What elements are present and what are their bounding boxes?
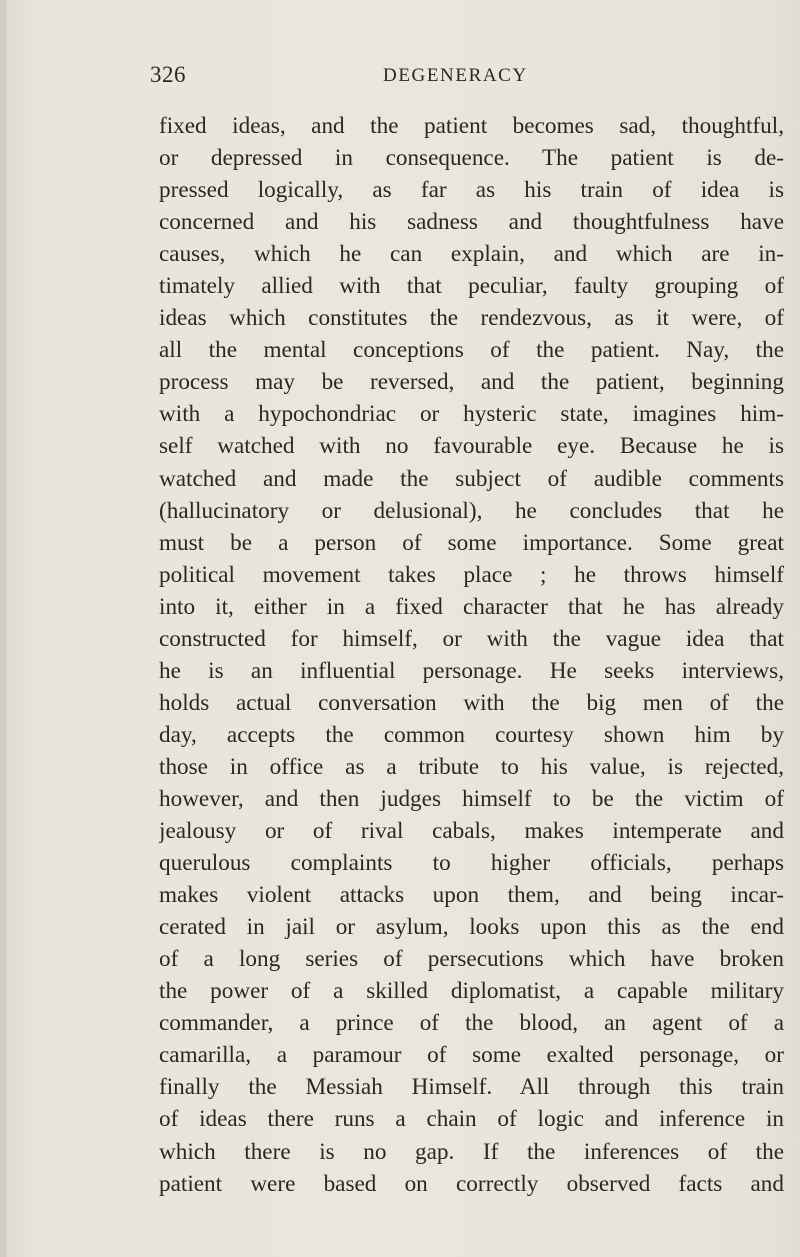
text-line: camarilla, a paramour of some exalted personage, or [159, 1042, 784, 1069]
text-line: the power of a skilled diplomatist, a capable military [159, 978, 784, 1005]
text-line: finally the Messiah Himself. All through this train [159, 1074, 784, 1101]
text-line: of ideas there runs a chain of logic and inference in [159, 1106, 784, 1133]
body-text [159, 110, 784, 1200]
text-line: must be a person of some importance. Some great [159, 529, 784, 556]
text-line: cerated in jail or asylum, looks upon this as the end [159, 914, 784, 941]
text-line: patient were based on correctly observed facts and [159, 1170, 784, 1197]
text-line: constructed for himself, or with the vague idea that [159, 625, 784, 652]
text-line: day, accepts the common courtesy shown him by [159, 721, 784, 748]
text-line: fixed ideas, and the patient becomes sad, thoughtful, [159, 113, 784, 139]
text-line: self watched with no favourable eye. Because he is [159, 433, 784, 460]
page-gutter-shadow [0, 0, 6, 1257]
page-number: 326 [150, 62, 186, 87]
text-line: timately allied with that peculiar, faulty grouping of [159, 273, 784, 300]
text-line: ideas which constitutes the rendezvous, as it were, of [159, 305, 784, 332]
text-line: all the mental conceptions of the patient. Nay, the [159, 337, 784, 364]
text-line: concerned and his sadness and thoughtfulness have [159, 209, 784, 236]
text-line: jealousy or of rival cabals, makes intemperate and [159, 818, 784, 845]
text-line: causes, which he can explain, and which are in- [159, 241, 784, 268]
text-line: commander, a prince of the blood, an agent of a [159, 1010, 784, 1037]
text-line: political movement takes place ; he throws himself [159, 561, 784, 588]
text-line: which there is no gap. If the inferences of the [159, 1138, 784, 1165]
text-line: pressed logically, as far as his train of idea is [159, 177, 784, 204]
page-header [0, 62, 800, 98]
text-line: he is an influential personage. He seeks interviews, [159, 657, 784, 684]
text-line: however, and then judges himself to be the victim of [159, 785, 784, 812]
text-line: holds actual conversation with the big men of the [159, 689, 784, 716]
text-line: with a hypochondriac or hysteric state, imagines him- [159, 401, 784, 428]
text-line: or depressed in consequence. The patient is de- [159, 145, 784, 172]
text-line: querulous complaints to higher officials, perhaps [159, 850, 784, 877]
text-line: into it, either in a fixed character that he has already [159, 593, 784, 620]
text-line: (hallucinatory or delusional), he concludes that he [159, 497, 784, 524]
text-line: of a long series of persecutions which have broken [159, 946, 784, 973]
text-line: those in office as a tribute to his value, is rejected, [159, 753, 784, 780]
running-head: DEGENERACY [383, 65, 528, 86]
text-line: makes violent attacks upon them, and being incar- [159, 882, 784, 909]
text-line: process may be reversed, and the patient, beginning [159, 369, 784, 396]
text-line: watched and made the subject of audible comments [159, 465, 784, 492]
